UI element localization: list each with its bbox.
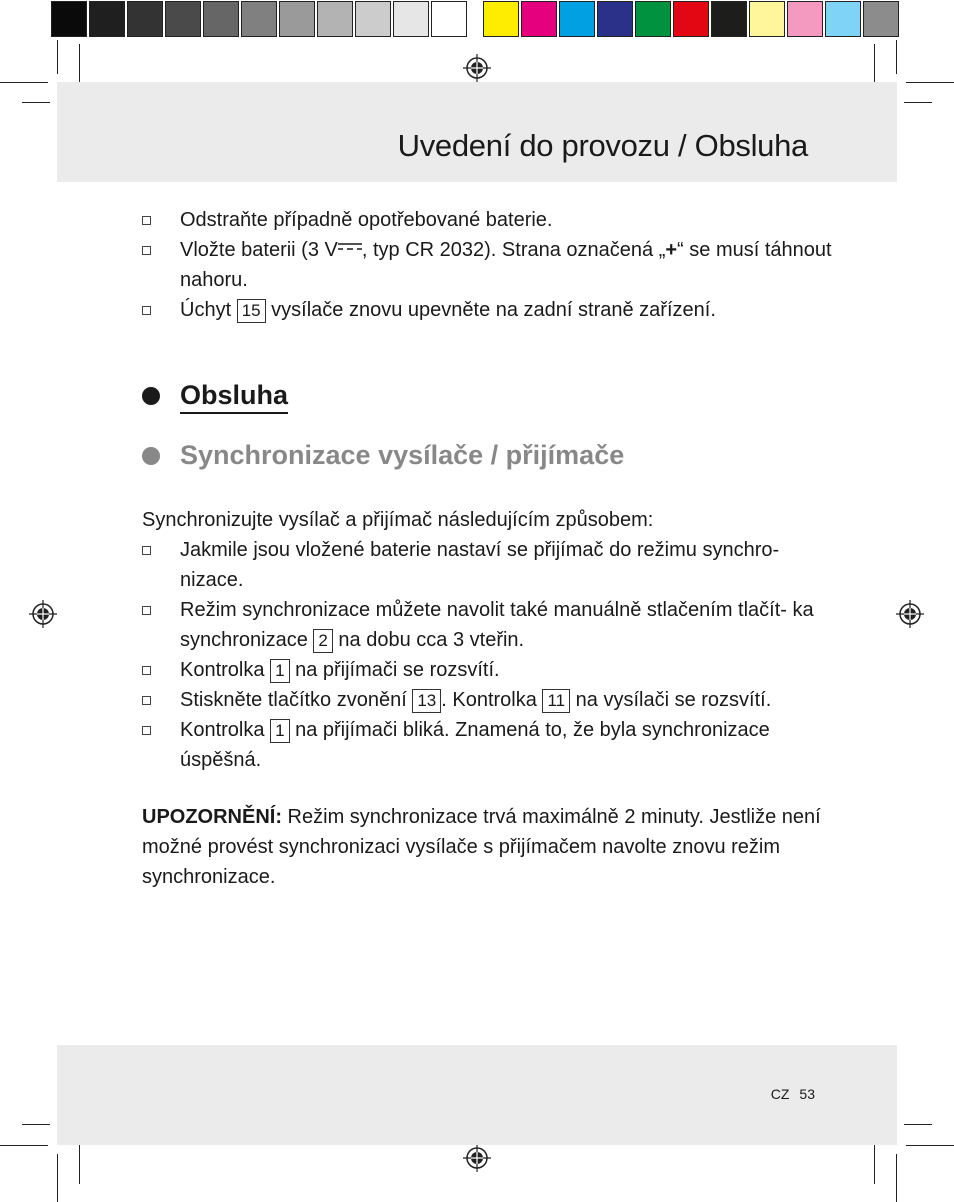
color-swatch: [165, 1, 201, 37]
color-swatch: [317, 1, 353, 37]
color-swatch: [127, 1, 163, 37]
section-heading-sync: Synchronizace vysílače / přijímače: [142, 440, 624, 471]
color-swatch: [787, 1, 823, 37]
part-reference: 1: [270, 659, 289, 683]
sync-intro: Synchronizujte vysílač a přijímač následujícím způsobem:: [142, 509, 654, 531]
grayscale-calibration-bar: [51, 1, 469, 39]
sync-section: [142, 505, 832, 775]
color-swatch: [89, 1, 125, 37]
page-number: 53: [799, 1086, 815, 1102]
list-item: Stiskněte tlačítko zvonění 13 . Kontrolka 11 na vysílači se rozsvítí.: [142, 685, 832, 715]
registration-mark-icon: [895, 599, 925, 629]
list-item: Vložte baterii (3 V , typ CR 2032). Strana označená „+“ se musí táhnout nahoru.: [142, 235, 832, 295]
crop-mark: [22, 1124, 50, 1125]
color-swatch: [355, 1, 391, 37]
crop-mark: [896, 1154, 897, 1202]
part-reference: 13: [412, 689, 441, 713]
page-footer: [771, 1086, 815, 1102]
color-swatch: [241, 1, 277, 37]
crop-mark: [904, 1124, 932, 1125]
registration-mark-icon: [462, 1143, 492, 1173]
crop-mark: [896, 40, 897, 74]
color-swatch: [635, 1, 671, 37]
section-heading-obsluha: Obsluha: [142, 378, 288, 414]
list-item: Režim synchronizace můžete navolit také manuálně stlačením tlačít- ka synchronizace 2 na dobu cca 3 vteřin.: [142, 595, 832, 655]
color-swatch: [431, 1, 467, 37]
color-swatch: [597, 1, 633, 37]
checkbox-square-icon: [142, 666, 151, 675]
battery-steps: [142, 205, 832, 325]
bullet-dot-icon: [142, 447, 160, 465]
list-item: Úchyt 15 vysílače znovu upevněte na zadní straně zařízení.: [142, 295, 832, 325]
crop-mark: [0, 82, 48, 83]
list-item: Jakmile jsou vložené baterie nastaví se přijímač do režimu synchro- nizace.: [142, 535, 832, 595]
checkbox-square-icon: [142, 246, 151, 255]
color-swatch: [203, 1, 239, 37]
part-reference: 2: [313, 629, 332, 653]
color-swatch: [393, 1, 429, 37]
registration-mark-icon: [28, 599, 58, 629]
color-swatch: [559, 1, 595, 37]
registration-mark-icon: [462, 53, 492, 83]
crop-mark: [906, 1145, 954, 1146]
crop-mark: [57, 1154, 58, 1202]
crop-mark: [57, 40, 58, 74]
crop-mark: [906, 82, 954, 83]
color-swatch: [825, 1, 861, 37]
footer-language: CZ: [770, 1086, 790, 1102]
warning-note: [142, 802, 822, 892]
checkbox-square-icon: [142, 696, 151, 705]
color-swatch: [279, 1, 315, 37]
crop-mark: [904, 102, 932, 103]
color-swatch: [521, 1, 557, 37]
color-swatch: [673, 1, 709, 37]
color-swatch: [51, 1, 87, 37]
crop-mark: [22, 102, 50, 103]
color-swatch: [863, 1, 899, 37]
checkbox-square-icon: [142, 216, 151, 225]
checkbox-square-icon: [142, 306, 151, 315]
list-item: Kontrolka 1 na přijímači bliká. Znamená to, že byla synchronizace úspěšná.: [142, 715, 832, 775]
color-calibration-bar: [483, 1, 901, 39]
note-text: Režim synchronizace trvá maximálně 2 minuty. Jestliže není možné provést synchronizaci vysílače s přijímačem navolte znovu režim synchronizace.: [142, 806, 821, 888]
checkbox-square-icon: [142, 546, 151, 555]
part-reference: 1: [270, 719, 289, 743]
page-title: Uvedení do provozu / Obsluha: [397, 128, 808, 163]
note-label: UPOZORNĚNÍ:: [142, 806, 282, 828]
checkbox-square-icon: [142, 726, 151, 735]
crop-mark: [0, 1145, 48, 1146]
bullet-dot-icon: [142, 387, 160, 405]
checkbox-square-icon: [142, 606, 151, 615]
list-item: Kontrolka 1 na přijímači se rozsvítí.: [142, 655, 832, 685]
part-reference: 11: [542, 689, 570, 713]
color-swatch: [483, 1, 519, 37]
color-swatch: [749, 1, 785, 37]
direct-current-icon: [338, 242, 362, 251]
list-item: Odstraňte případně opotřebované baterie.: [142, 205, 832, 235]
part-reference: 15: [237, 299, 266, 323]
color-swatch: [711, 1, 747, 37]
